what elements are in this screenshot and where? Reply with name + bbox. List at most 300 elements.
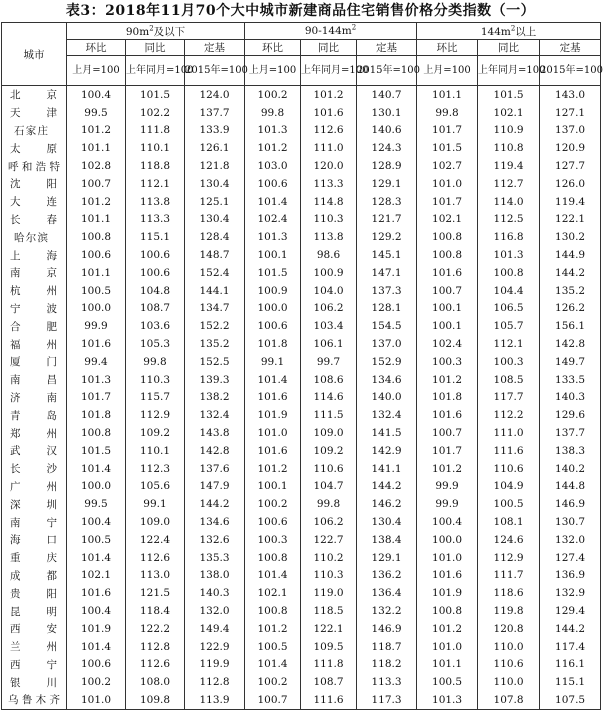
- price-index-table: [1, 22, 601, 710]
- index-value-cell: 101.9: [67, 620, 126, 638]
- index-value-cell: 100.5: [417, 673, 478, 691]
- index-value-cell: 110.9: [478, 122, 540, 140]
- table-row: [2, 317, 601, 335]
- index-value-cell: 108.0: [126, 673, 185, 691]
- index-value-cell: 118.7: [357, 638, 417, 656]
- city-cell: 昆明: [2, 602, 67, 620]
- city-cell: 哈尔滨: [2, 228, 67, 246]
- city-cell: 广州: [2, 478, 67, 496]
- index-value-cell: 118.8: [126, 157, 185, 175]
- index-value-cell: 100.0: [417, 531, 478, 549]
- index-value-cell: 101.6: [417, 567, 478, 585]
- table-row: [2, 371, 601, 389]
- index-value-cell: 101.6: [245, 389, 301, 407]
- index-value-cell: 102.1: [67, 567, 126, 585]
- index-value-cell: 133.9: [185, 122, 245, 140]
- index-value-cell: 113.3: [126, 211, 185, 229]
- city-cell: 上海: [2, 246, 67, 264]
- index-value-cell: 101.5: [245, 264, 301, 282]
- base-last-month: 上月=100: [417, 56, 478, 86]
- index-value-cell: 113.8: [301, 228, 357, 246]
- table-row: [2, 691, 601, 709]
- city-cell: 石家庄: [2, 122, 67, 140]
- city-cell: 南京: [2, 264, 67, 282]
- index-value-cell: 132.0: [540, 531, 601, 549]
- index-value-cell: 100.6: [67, 246, 126, 264]
- index-value-cell: 112.8: [185, 673, 245, 691]
- index-value-cell: 100.2: [245, 495, 301, 513]
- index-value-cell: 100.4: [67, 86, 126, 104]
- index-value-cell: 108.7: [126, 300, 185, 318]
- index-value-cell: 100.6: [67, 656, 126, 674]
- index-value-cell: 101.1: [67, 264, 126, 282]
- index-value-cell: 130.7: [540, 513, 601, 531]
- city-cell: 海口: [2, 531, 67, 549]
- index-value-cell: 127.4: [540, 549, 601, 567]
- city-cell: 贵阳: [2, 584, 67, 602]
- index-value-cell: 113.8: [126, 193, 185, 211]
- city-cell: 青岛: [2, 406, 67, 424]
- index-value-cell: 112.9: [126, 406, 185, 424]
- index-value-cell: 111.6: [301, 691, 357, 709]
- index-value-cell: 144.2: [357, 478, 417, 496]
- base-last-month: 上月=100: [245, 56, 301, 86]
- index-value-cell: 108.1: [478, 513, 540, 531]
- index-value-cell: 100.8: [417, 246, 478, 264]
- index-value-cell: 100.8: [245, 549, 301, 567]
- index-value-cell: 121.5: [126, 584, 185, 602]
- index-value-cell: 100.2: [245, 673, 301, 691]
- city-cell: 合肥: [2, 317, 67, 335]
- index-value-cell: 101.2: [417, 620, 478, 638]
- index-value-cell: 101.6: [245, 442, 301, 460]
- index-value-cell: 101.4: [67, 549, 126, 567]
- index-value-cell: 147.9: [185, 478, 245, 496]
- index-value-cell: 109.0: [126, 513, 185, 531]
- city-cell: 长沙: [2, 460, 67, 478]
- index-value-cell: 115.7: [126, 389, 185, 407]
- header-fixed-base: 定基: [357, 40, 417, 56]
- index-value-cell: 101.4: [67, 638, 126, 656]
- index-value-cell: 128.4: [185, 228, 245, 246]
- table-row: [2, 478, 601, 496]
- index-value-cell: 116.8: [478, 228, 540, 246]
- index-value-cell: 101.7: [67, 389, 126, 407]
- index-value-cell: 144.9: [540, 246, 601, 264]
- index-value-cell: 132.4: [357, 406, 417, 424]
- index-value-cell: 130.4: [185, 211, 245, 229]
- table-row: [2, 122, 601, 140]
- index-value-cell: 144.8: [540, 478, 601, 496]
- index-value-cell: 130.4: [185, 175, 245, 193]
- city-cell: 太原: [2, 139, 67, 157]
- index-value-cell: 101.5: [126, 86, 185, 104]
- index-value-cell: 100.0: [67, 300, 126, 318]
- index-value-cell: 100.7: [417, 282, 478, 300]
- city-cell: 深圳: [2, 495, 67, 513]
- index-value-cell: 129.2: [357, 228, 417, 246]
- city-cell: 呼和浩特: [2, 157, 67, 175]
- index-value-cell: 100.3: [417, 353, 478, 371]
- index-value-cell: 111.0: [301, 139, 357, 157]
- index-value-cell: 101.4: [245, 567, 301, 585]
- index-value-cell: 119.9: [185, 656, 245, 674]
- index-value-cell: 100.8: [417, 602, 478, 620]
- index-value-cell: 100.4: [67, 513, 126, 531]
- table-row: [2, 513, 601, 531]
- index-value-cell: 139.3: [185, 371, 245, 389]
- index-value-cell: 110.0: [478, 638, 540, 656]
- index-value-cell: 98.6: [301, 246, 357, 264]
- index-value-cell: 100.7: [67, 175, 126, 193]
- index-value-cell: 122.1: [301, 620, 357, 638]
- index-value-cell: 99.4: [67, 353, 126, 371]
- index-value-cell: 102.4: [245, 211, 301, 229]
- index-value-cell: 140.6: [357, 122, 417, 140]
- index-value-cell: 129.4: [540, 602, 601, 620]
- index-value-cell: 110.0: [478, 673, 540, 691]
- table-row: [2, 620, 601, 638]
- index-value-cell: 114.8: [301, 193, 357, 211]
- index-value-cell: 112.2: [478, 406, 540, 424]
- city-cell: 兰州: [2, 638, 67, 656]
- index-value-cell: 121.7: [357, 211, 417, 229]
- index-value-cell: 142.8: [540, 335, 601, 353]
- index-value-cell: 101.9: [417, 584, 478, 602]
- index-value-cell: 129.1: [357, 175, 417, 193]
- index-value-cell: 109.8: [126, 691, 185, 709]
- table-row: [2, 656, 601, 674]
- index-value-cell: 129.1: [357, 549, 417, 567]
- index-value-cell: 100.1: [245, 478, 301, 496]
- index-value-cell: 103.0: [245, 157, 301, 175]
- index-value-cell: 118.5: [301, 602, 357, 620]
- index-value-cell: 115.1: [126, 228, 185, 246]
- index-value-cell: 101.7: [417, 442, 478, 460]
- table-row: [2, 282, 601, 300]
- index-value-cell: 110.3: [301, 211, 357, 229]
- index-value-cell: 100.9: [301, 264, 357, 282]
- index-value-cell: 103.6: [126, 317, 185, 335]
- index-value-cell: 99.7: [301, 353, 357, 371]
- index-value-cell: 100.6: [245, 317, 301, 335]
- index-value-cell: 100.2: [245, 86, 301, 104]
- index-value-cell: 128.3: [357, 193, 417, 211]
- index-value-cell: 141.5: [357, 424, 417, 442]
- index-value-cell: 135.3: [185, 549, 245, 567]
- index-value-cell: 110.6: [478, 460, 540, 478]
- index-value-cell: 107.5: [540, 691, 601, 709]
- index-value-cell: 118.6: [478, 584, 540, 602]
- base-2015: 2015年=100: [357, 56, 417, 86]
- index-value-cell: 132.9: [540, 584, 601, 602]
- index-value-cell: 137.0: [357, 335, 417, 353]
- index-value-cell: 109.2: [126, 424, 185, 442]
- index-value-cell: 128.1: [357, 300, 417, 318]
- index-value-cell: 138.0: [185, 567, 245, 585]
- index-value-cell: 122.1: [540, 211, 601, 229]
- index-value-cell: 111.8: [126, 122, 185, 140]
- index-value-cell: 101.9: [245, 406, 301, 424]
- index-value-cell: 136.9: [540, 567, 601, 585]
- index-value-cell: 103.4: [301, 317, 357, 335]
- index-value-cell: 134.7: [185, 300, 245, 318]
- index-value-cell: 105.3: [126, 335, 185, 353]
- table-row: [2, 638, 601, 656]
- index-value-cell: 101.4: [245, 371, 301, 389]
- index-value-cell: 130.4: [357, 513, 417, 531]
- index-value-cell: 134.6: [185, 513, 245, 531]
- index-value-cell: 100.6: [126, 264, 185, 282]
- index-value-cell: 101.0: [417, 549, 478, 567]
- index-value-cell: 100.8: [478, 264, 540, 282]
- group-header-medium: $90-144m^2$: [245, 23, 417, 40]
- index-value-cell: 101.4: [67, 460, 126, 478]
- table-row: [2, 602, 601, 620]
- index-value-cell: 108.7: [301, 673, 357, 691]
- index-value-cell: 126.2: [540, 300, 601, 318]
- index-value-cell: 111.6: [478, 442, 540, 460]
- index-value-cell: 101.0: [67, 691, 126, 709]
- index-value-cell: 101.1: [67, 211, 126, 229]
- index-value-cell: 108.6: [301, 371, 357, 389]
- index-value-cell: 148.7: [185, 246, 245, 264]
- index-value-cell: 141.1: [357, 460, 417, 478]
- index-value-cell: 100.3: [245, 531, 301, 549]
- header-mom: 环比: [67, 40, 126, 56]
- index-value-cell: 101.0: [245, 424, 301, 442]
- index-value-cell: 110.1: [126, 139, 185, 157]
- table-row: [2, 139, 601, 157]
- index-value-cell: 100.9: [245, 282, 301, 300]
- index-value-cell: 112.9: [478, 549, 540, 567]
- index-value-cell: 101.1: [67, 139, 126, 157]
- index-value-cell: 144.2: [540, 620, 601, 638]
- table-row: [2, 389, 601, 407]
- table-row: [2, 300, 601, 318]
- base-same-month-last-year: 上年同月=100: [301, 56, 357, 86]
- index-value-cell: 128.9: [357, 157, 417, 175]
- index-value-cell: 101.3: [417, 691, 478, 709]
- base-same-month-last-year: 上年同月=100: [126, 56, 185, 86]
- index-value-cell: 102.7: [417, 157, 478, 175]
- table-row: [2, 424, 601, 442]
- index-value-cell: 143.8: [185, 424, 245, 442]
- index-value-cell: 100.0: [67, 478, 126, 496]
- index-value-cell: 156.1: [540, 317, 601, 335]
- city-cell: 大连: [2, 193, 67, 211]
- index-value-cell: 110.3: [126, 371, 185, 389]
- table-row: [2, 673, 601, 691]
- index-value-cell: 144.2: [185, 495, 245, 513]
- header-fixed-base: 定基: [540, 40, 601, 56]
- index-value-cell: 117.3: [357, 691, 417, 709]
- index-value-cell: 101.3: [245, 228, 301, 246]
- city-cell: 福州: [2, 335, 67, 353]
- index-value-cell: 101.3: [67, 371, 126, 389]
- index-value-cell: 132.2: [357, 602, 417, 620]
- index-value-cell: 135.2: [540, 282, 601, 300]
- index-value-cell: 101.8: [245, 335, 301, 353]
- index-value-cell: 130.1: [357, 104, 417, 122]
- city-cell: 杭州: [2, 282, 67, 300]
- city-cell: 长春: [2, 211, 67, 229]
- index-value-cell: 100.8: [417, 228, 478, 246]
- index-value-cell: 152.9: [357, 353, 417, 371]
- table-row: [2, 86, 601, 104]
- index-value-cell: 154.5: [357, 317, 417, 335]
- table-row: [2, 460, 601, 478]
- index-value-cell: 101.2: [67, 122, 126, 140]
- index-value-cell: 99.8: [126, 353, 185, 371]
- index-value-cell: 136.2: [357, 567, 417, 585]
- index-value-cell: 117.7: [478, 389, 540, 407]
- index-value-cell: 142.9: [357, 442, 417, 460]
- index-value-cell: 101.2: [417, 371, 478, 389]
- index-value-cell: 125.1: [185, 193, 245, 211]
- index-value-cell: 106.5: [478, 300, 540, 318]
- index-value-cell: 110.6: [301, 460, 357, 478]
- index-value-cell: 126.0: [540, 175, 601, 193]
- index-value-cell: 111.5: [301, 406, 357, 424]
- index-value-cell: 104.7: [301, 478, 357, 496]
- index-value-cell: 149.4: [185, 620, 245, 638]
- index-value-cell: 124.3: [357, 139, 417, 157]
- index-value-cell: 138.4: [357, 531, 417, 549]
- index-value-cell: 120.0: [301, 157, 357, 175]
- table-row: [2, 193, 601, 211]
- index-value-cell: 134.6: [357, 371, 417, 389]
- index-value-cell: 100.5: [67, 282, 126, 300]
- index-value-cell: 127.1: [540, 104, 601, 122]
- index-value-cell: 100.8: [67, 424, 126, 442]
- index-value-cell: 107.8: [478, 691, 540, 709]
- index-value-cell: 119.0: [301, 584, 357, 602]
- index-value-cell: 100.5: [67, 531, 126, 549]
- index-value-cell: 146.9: [357, 620, 417, 638]
- index-value-cell: 110.1: [126, 442, 185, 460]
- index-value-cell: 101.5: [478, 86, 540, 104]
- table-row: [2, 228, 601, 246]
- table-row: [2, 353, 601, 371]
- index-value-cell: 104.8: [126, 282, 185, 300]
- index-value-cell: 101.1: [417, 656, 478, 674]
- index-value-cell: 99.9: [417, 495, 478, 513]
- index-value-cell: 140.7: [357, 86, 417, 104]
- index-value-cell: 102.1: [417, 211, 478, 229]
- index-value-cell: 114.6: [301, 389, 357, 407]
- city-cell: 北京: [2, 86, 67, 104]
- index-value-cell: 104.4: [478, 282, 540, 300]
- index-value-cell: 100.5: [245, 638, 301, 656]
- index-value-cell: 101.2: [301, 86, 357, 104]
- index-value-cell: 102.4: [417, 335, 478, 353]
- index-value-cell: 100.8: [245, 602, 301, 620]
- header-yoy: 同比: [301, 40, 357, 56]
- index-value-cell: 101.8: [417, 389, 478, 407]
- index-value-cell: 140.3: [185, 584, 245, 602]
- index-value-cell: 109.5: [301, 638, 357, 656]
- index-value-cell: 112.3: [126, 460, 185, 478]
- header-mom: 环比: [417, 40, 478, 56]
- index-value-cell: 112.8: [126, 638, 185, 656]
- index-value-cell: 101.6: [67, 335, 126, 353]
- index-value-cell: 147.1: [357, 264, 417, 282]
- index-value-cell: 102.8: [67, 157, 126, 175]
- index-value-cell: 122.9: [185, 638, 245, 656]
- index-value-cell: 124.6: [478, 531, 540, 549]
- index-value-cell: 113.9: [185, 691, 245, 709]
- header-yoy: 同比: [478, 40, 540, 56]
- index-value-cell: 100.7: [417, 424, 478, 442]
- index-value-cell: 122.7: [301, 531, 357, 549]
- index-value-cell: 110.6: [478, 656, 540, 674]
- index-value-cell: 105.7: [478, 317, 540, 335]
- index-value-cell: 112.6: [126, 549, 185, 567]
- index-value-cell: 137.7: [540, 424, 601, 442]
- index-value-cell: 101.4: [245, 193, 301, 211]
- index-value-cell: 99.8: [301, 495, 357, 513]
- index-value-cell: 136.4: [357, 584, 417, 602]
- city-cell: 宁波: [2, 300, 67, 318]
- index-value-cell: 137.3: [357, 282, 417, 300]
- index-value-cell: 104.0: [301, 282, 357, 300]
- index-value-cell: 101.6: [67, 584, 126, 602]
- index-value-cell: 101.2: [67, 193, 126, 211]
- index-value-cell: 146.2: [357, 495, 417, 513]
- city-cell: 成都: [2, 567, 67, 585]
- index-value-cell: 101.7: [417, 193, 478, 211]
- index-value-cell: 109.0: [301, 424, 357, 442]
- city-cell: 西宁: [2, 656, 67, 674]
- index-value-cell: 113.3: [357, 673, 417, 691]
- index-value-cell: 100.2: [67, 673, 126, 691]
- city-cell: 厦门: [2, 353, 67, 371]
- index-value-cell: 101.2: [417, 460, 478, 478]
- index-value-cell: 115.1: [540, 673, 601, 691]
- index-value-cell: 102.1: [478, 104, 540, 122]
- index-value-cell: 140.2: [540, 460, 601, 478]
- index-value-cell: 127.7: [540, 157, 601, 175]
- index-value-cell: 101.8: [67, 406, 126, 424]
- table-body: [2, 86, 601, 710]
- index-value-cell: 100.0: [245, 300, 301, 318]
- index-value-cell: 100.1: [417, 300, 478, 318]
- index-value-cell: 133.5: [540, 371, 601, 389]
- index-value-cell: 112.7: [478, 175, 540, 193]
- index-value-cell: 116.1: [540, 656, 601, 674]
- index-value-cell: 101.6: [301, 104, 357, 122]
- index-value-cell: 100.4: [67, 602, 126, 620]
- table-row: [2, 264, 601, 282]
- index-value-cell: 101.2: [245, 620, 301, 638]
- index-value-cell: 110.8: [478, 139, 540, 157]
- header-mom: 环比: [245, 40, 301, 56]
- index-value-cell: 140.3: [540, 389, 601, 407]
- index-value-cell: 100.6: [245, 175, 301, 193]
- city-cell: 济南: [2, 389, 67, 407]
- table-row: [2, 442, 601, 460]
- index-value-cell: 101.0: [417, 175, 478, 193]
- table-row: [2, 549, 601, 567]
- index-value-cell: 102.2: [126, 104, 185, 122]
- index-value-cell: 152.4: [185, 264, 245, 282]
- index-value-cell: 146.9: [540, 495, 601, 513]
- index-value-cell: 106.1: [301, 335, 357, 353]
- index-value-cell: 100.1: [417, 317, 478, 335]
- group-header-small: $90m^2$及以下: [67, 23, 245, 40]
- index-value-cell: 99.1: [126, 495, 185, 513]
